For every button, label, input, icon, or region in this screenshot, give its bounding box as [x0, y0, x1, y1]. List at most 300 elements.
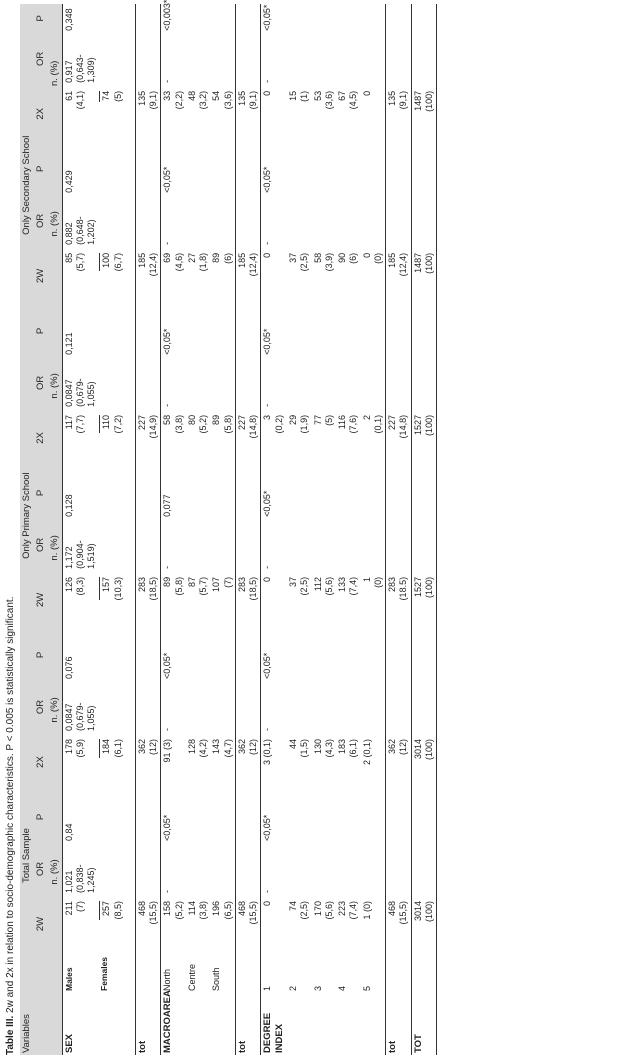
row-category: Males	[62, 953, 98, 993]
p-cell	[386, 467, 412, 519]
row-variable: DEGREE INDEX	[261, 993, 287, 1055]
count-cell: 74 (2,5)	[288, 901, 310, 920]
count-cell: 116 (7,6)	[337, 414, 359, 434]
header-col-2w: 2W	[34, 895, 48, 953]
count-cell: 1487 (100)	[411, 247, 437, 305]
count-value: 110 (7,2)	[101, 414, 123, 434]
or-cell: -	[161, 357, 186, 409]
row-category	[411, 953, 437, 993]
header-col-p: P	[34, 629, 48, 681]
header-unit: n. (%)	[48, 791, 62, 953]
p-cell	[135, 467, 161, 519]
count-cell: 61 (4,1)	[62, 85, 98, 143]
p-cell: <0,05*	[261, 143, 287, 195]
count-cell: 178 (5,9)	[62, 733, 98, 791]
count-cell: 117 (7,7)	[62, 409, 98, 467]
header-group-secondary: Only Secondary School	[20, 4, 34, 305]
p-cell: <0,05*	[161, 791, 186, 843]
p-cell: 0,84	[62, 791, 98, 843]
row-variable: tot	[135, 993, 161, 1055]
count-cell: 3 (0,1)	[261, 733, 287, 791]
or-cell	[98, 33, 125, 85]
or-cell	[235, 33, 261, 85]
p-cell	[135, 4, 161, 33]
table-row	[287, 4, 312, 1055]
count-cell: 362 (12)	[135, 733, 161, 791]
or-cell	[235, 519, 261, 571]
or-cell	[336, 519, 361, 571]
header-col-2x: 2X	[34, 733, 48, 791]
count-value: 100 (6,7)	[101, 252, 123, 272]
count-cell: 91 (3)	[161, 733, 186, 791]
p-cell: 0,076	[62, 629, 98, 681]
count-cell: 67 (4,5)	[337, 90, 359, 110]
caption-label: Table III.	[5, 1015, 16, 1055]
row-category: South	[211, 967, 222, 991]
p-cell	[135, 305, 161, 357]
or-cell	[361, 681, 386, 733]
count-cell: 1 (0)	[361, 576, 383, 588]
or-cell	[186, 33, 211, 85]
p-cell	[411, 791, 437, 843]
or-cell	[135, 519, 161, 571]
or-cell	[361, 195, 386, 247]
p-cell: <0,05*	[161, 143, 186, 195]
count-cell: 58 (3,9)	[312, 252, 334, 272]
count-cell	[98, 85, 125, 143]
p-cell	[186, 629, 211, 681]
or-cell	[135, 681, 161, 733]
p-cell	[235, 143, 261, 195]
row-variable: SEX	[62, 993, 98, 1055]
count-cell: 114 (3,8)	[186, 901, 209, 920]
count-cell: 2 (0,1)	[361, 739, 372, 766]
or-cell: -	[161, 519, 186, 571]
count-cell: 0 (0)	[361, 252, 383, 264]
or-cell: 0,0847 (0,679- 1,055)	[62, 357, 98, 409]
or-cell: -	[161, 195, 186, 247]
or-cell	[312, 33, 337, 85]
p-cell: 0,429	[62, 143, 98, 195]
or-cell	[386, 681, 412, 733]
count-cell: 362 (12)	[386, 733, 412, 791]
p-cell	[210, 4, 235, 33]
or-cell	[235, 357, 261, 409]
row-category	[135, 953, 161, 993]
p-cell	[386, 4, 412, 33]
p-cell	[361, 4, 386, 33]
count-cell: 128 (4,2)	[186, 739, 209, 758]
count-cell: 0	[261, 895, 287, 953]
or-cell: -	[261, 33, 287, 85]
count-value: 74 (5)	[101, 90, 123, 102]
count-cell: 227 (14,8)	[235, 409, 261, 467]
or-cell	[210, 843, 235, 895]
count-cell: 80 (5,2)	[186, 414, 209, 434]
or-cell	[287, 195, 312, 247]
count-cell: 468 (15,5)	[135, 895, 161, 953]
header-col-or: OR	[34, 843, 48, 895]
p-cell	[235, 791, 261, 843]
or-cell	[210, 33, 235, 85]
table-row	[210, 4, 235, 1055]
table-row	[336, 4, 361, 1055]
p-cell	[386, 305, 412, 357]
or-cell	[386, 195, 412, 247]
count-cell: 1487 (100)	[411, 85, 437, 143]
header-col-or: OR	[34, 681, 48, 733]
or-cell	[336, 681, 361, 733]
or-cell	[411, 843, 437, 895]
table-row	[62, 4, 98, 1055]
p-cell	[312, 629, 337, 681]
or-cell	[336, 357, 361, 409]
count-cell: 143 (4,7)	[211, 739, 233, 758]
p-cell: 0,128	[62, 467, 98, 519]
count-cell: 90 (6)	[337, 252, 359, 264]
table-row	[361, 4, 386, 1055]
table-row	[261, 4, 287, 1055]
p-cell	[186, 791, 211, 843]
table-header	[20, 4, 62, 1055]
or-cell	[235, 195, 261, 247]
header-group-total: Total Sample	[20, 629, 34, 953]
p-cell: 0,348	[62, 4, 98, 33]
or-cell: -	[161, 33, 186, 85]
row-category: 4	[337, 985, 348, 991]
header-group-primary: Only Primary School	[20, 305, 34, 629]
p-cell: <0,05*	[261, 791, 287, 843]
or-cell	[386, 357, 412, 409]
row-variable: tot	[235, 993, 261, 1055]
count-cell: 69 (4,6)	[161, 247, 186, 305]
count-value: 184 (6,1)	[101, 739, 123, 758]
or-cell	[135, 357, 161, 409]
or-cell	[287, 843, 312, 895]
count-cell: 468 (15,5)	[386, 895, 412, 953]
p-cell	[336, 4, 361, 33]
or-cell	[186, 843, 211, 895]
table-row	[312, 4, 337, 1055]
count-cell: 54 (3,6)	[211, 90, 233, 110]
p-cell	[361, 467, 386, 519]
p-cell	[98, 791, 125, 843]
p-cell: 0,121	[62, 305, 98, 357]
header-col-p: P	[34, 4, 48, 33]
p-cell	[411, 143, 437, 195]
p-cell: <0,05*	[261, 467, 287, 519]
or-cell	[336, 33, 361, 85]
or-cell	[235, 843, 261, 895]
count-value: 257 (8,5)	[101, 901, 123, 920]
or-cell	[336, 843, 361, 895]
count-cell: 183 (6,1)	[337, 739, 359, 758]
p-cell	[336, 791, 361, 843]
count-cell	[98, 409, 125, 467]
or-cell	[186, 519, 211, 571]
row-variable	[361, 993, 386, 1055]
p-cell	[210, 467, 235, 519]
row-category: Centre	[186, 963, 197, 991]
header-col-2w: 2W	[34, 571, 48, 629]
p-cell	[98, 467, 125, 519]
row-category: 2	[288, 985, 299, 991]
count-cell: 126 (8,3)	[62, 571, 98, 629]
header-unit: n. (%)	[48, 629, 62, 791]
count-cell	[98, 247, 125, 305]
or-cell: 0,882 (0,648- 1,202)	[62, 195, 98, 247]
or-cell: -	[261, 681, 287, 733]
table-row	[135, 4, 161, 1055]
count-cell: 37 (2,5)	[288, 252, 310, 272]
p-cell	[287, 143, 312, 195]
count-cell: 0	[261, 247, 287, 305]
or-cell	[135, 33, 161, 85]
row-variable	[312, 993, 337, 1055]
count-cell: 27 (1,8)	[186, 252, 209, 272]
count-cell: 196 (6,5)	[211, 901, 233, 920]
spacer-row	[125, 4, 136, 1055]
or-cell: -	[161, 681, 186, 733]
p-cell	[186, 467, 211, 519]
p-cell	[386, 791, 412, 843]
count-cell: 283 (18.5)	[386, 571, 412, 629]
or-cell	[361, 357, 386, 409]
row-category: North	[161, 953, 186, 993]
header-col-or: OR	[34, 195, 48, 247]
or-cell	[312, 681, 337, 733]
header-unit: n. (%)	[48, 467, 62, 629]
p-cell	[235, 4, 261, 33]
p-cell: <0,05*	[261, 629, 287, 681]
p-cell	[312, 305, 337, 357]
or-cell	[98, 681, 125, 733]
header-unit: n. (%)	[48, 143, 62, 305]
or-cell	[411, 195, 437, 247]
p-cell	[386, 629, 412, 681]
or-cell: -	[261, 357, 287, 409]
p-cell	[312, 791, 337, 843]
p-cell	[411, 467, 437, 519]
or-cell	[210, 195, 235, 247]
p-cell	[361, 305, 386, 357]
p-cell	[336, 467, 361, 519]
header-units	[48, 4, 62, 1055]
or-cell	[210, 357, 235, 409]
header-col-or: OR	[34, 519, 48, 571]
p-cell: <0,05*	[161, 629, 186, 681]
or-cell	[386, 519, 412, 571]
count-cell: 211 (7)	[62, 895, 98, 953]
p-cell	[287, 791, 312, 843]
count-cell: 3014 (100)	[411, 733, 437, 791]
p-cell	[336, 305, 361, 357]
count-cell: 227 (14,8)	[386, 409, 412, 467]
count-cell: 283 (18,5)	[235, 571, 261, 629]
or-cell	[287, 519, 312, 571]
count-cell: 33 (2,2)	[161, 85, 186, 143]
count-cell: 362 (12)	[235, 733, 261, 791]
or-cell: 0,917 (0,643- 1,309)	[62, 33, 98, 85]
count-cell: 89 (6)	[211, 252, 233, 264]
row-variable	[287, 993, 312, 1055]
p-cell	[210, 143, 235, 195]
header-col-p: P	[34, 305, 48, 357]
or-cell	[361, 843, 386, 895]
count-cell: 3014 (100)	[411, 895, 437, 953]
or-cell	[361, 33, 386, 85]
count-cell: 77 (5)	[312, 414, 334, 426]
or-cell	[186, 195, 211, 247]
header-unit: n. (%)	[48, 4, 62, 143]
p-cell	[411, 629, 437, 681]
count-cell: 37 (2,5)	[288, 576, 310, 596]
header-col-or: OR	[34, 357, 48, 409]
count-cell: 107 (7)	[211, 576, 233, 592]
or-cell	[411, 357, 437, 409]
count-cell	[98, 895, 125, 953]
p-cell	[411, 305, 437, 357]
row-category: 5	[361, 985, 372, 991]
count-cell: 53 (3,6)	[312, 90, 334, 110]
row-variable	[210, 993, 235, 1055]
p-cell	[287, 467, 312, 519]
count-cell: 112 (5,6)	[312, 576, 334, 596]
row-variable	[98, 993, 125, 1055]
count-cell: 468 (15,5)	[235, 895, 261, 953]
row-category	[235, 953, 261, 993]
or-cell	[386, 33, 412, 85]
count-cell: 0	[261, 85, 287, 143]
or-cell	[287, 33, 312, 85]
or-cell	[135, 843, 161, 895]
p-cell: 0,077	[161, 467, 186, 519]
p-cell	[210, 305, 235, 357]
or-cell	[312, 357, 337, 409]
p-cell	[186, 143, 211, 195]
count-cell: 48 (3,2)	[186, 90, 209, 110]
row-variable	[336, 993, 361, 1055]
header-col-2x: 2X	[34, 409, 48, 467]
table-row	[186, 4, 211, 1055]
or-cell	[411, 33, 437, 85]
count-cell: 89 (5,8)	[161, 571, 186, 629]
or-cell	[312, 843, 337, 895]
row-category	[386, 953, 412, 993]
header-columns	[34, 4, 48, 1055]
count-value: 157 (10,3)	[101, 576, 123, 601]
count-cell: 0	[261, 571, 287, 629]
p-cell	[312, 467, 337, 519]
table-row	[98, 4, 125, 1055]
or-cell	[411, 681, 437, 733]
table-caption	[5, 597, 16, 1055]
count-cell: 227 (14,9)	[135, 409, 161, 467]
header-col-p: P	[34, 791, 48, 843]
count-cell: 89 (5,8)	[211, 414, 233, 434]
table-row	[161, 4, 186, 1055]
or-cell	[287, 681, 312, 733]
p-cell	[98, 305, 125, 357]
or-cell: -	[161, 843, 186, 895]
header-col-2x: 2X	[34, 85, 48, 143]
p-cell	[411, 4, 437, 33]
p-cell: <0,003*	[161, 4, 186, 33]
or-cell	[386, 843, 412, 895]
header-col-or: OR	[34, 33, 48, 85]
row-variable	[186, 993, 211, 1055]
or-cell: -	[261, 843, 287, 895]
header-col-2w: 2W	[34, 247, 48, 305]
p-cell	[336, 143, 361, 195]
count-cell: 185 (12,4)	[235, 247, 261, 305]
or-cell	[98, 519, 125, 571]
count-cell: 283 (18,5)	[135, 571, 161, 629]
or-cell	[98, 843, 125, 895]
count-cell: 44 (1,5)	[288, 739, 310, 758]
data-table	[20, 0, 437, 1055]
p-cell	[186, 305, 211, 357]
count-cell: 0	[361, 90, 372, 96]
or-cell	[186, 681, 211, 733]
or-cell	[235, 681, 261, 733]
header-unit: n. (%)	[48, 305, 62, 467]
or-cell	[361, 519, 386, 571]
header-col-p: P	[34, 467, 48, 519]
count-cell: 130 (4,3)	[312, 739, 334, 758]
or-cell	[135, 195, 161, 247]
p-cell: <0,05*	[161, 305, 186, 357]
p-cell	[235, 629, 261, 681]
count-cell: 185 (12,4)	[386, 247, 412, 305]
header-col-p: P	[34, 143, 48, 195]
or-cell: -	[261, 195, 287, 247]
count-cell: 135 (9,1)	[135, 85, 161, 143]
or-cell	[98, 195, 125, 247]
row-variable: MACROAREA	[161, 993, 186, 1055]
caption-text: 2w and 2x in relation to socio-demographic characteristics. P < 0.005 is statistically significant.	[5, 596, 16, 1013]
count-cell: 135 (9,1)	[235, 85, 261, 143]
or-cell	[98, 357, 125, 409]
or-cell	[312, 195, 337, 247]
table-row	[411, 4, 437, 1055]
count-cell: 223 (7,4)	[337, 901, 359, 920]
p-cell	[287, 629, 312, 681]
count-cell	[98, 571, 125, 629]
count-cell: 1527 (100)	[411, 571, 437, 629]
count-cell: 1 (0)	[361, 901, 372, 920]
or-cell: 1,021 (0,838- 1,245)	[62, 843, 98, 895]
count-cell: 15 (1)	[288, 90, 310, 102]
p-cell	[312, 143, 337, 195]
count-cell: 1527 (100)	[411, 409, 437, 467]
count-cell: 85 (5,7)	[62, 247, 98, 305]
p-cell	[186, 4, 211, 33]
p-cell	[98, 629, 125, 681]
p-cell	[98, 143, 125, 195]
count-cell: 2 (0,1)	[361, 414, 383, 434]
p-cell	[135, 791, 161, 843]
count-cell: 170 (5,6)	[312, 901, 334, 920]
or-cell	[287, 357, 312, 409]
count-cell	[98, 733, 125, 791]
p-cell	[386, 143, 412, 195]
table-body	[62, 0, 437, 1055]
p-cell: <0,05*	[261, 4, 287, 33]
row-category: 3	[312, 985, 323, 991]
or-cell: 0,0847 (0,679- 1,055)	[62, 681, 98, 733]
p-cell	[235, 467, 261, 519]
